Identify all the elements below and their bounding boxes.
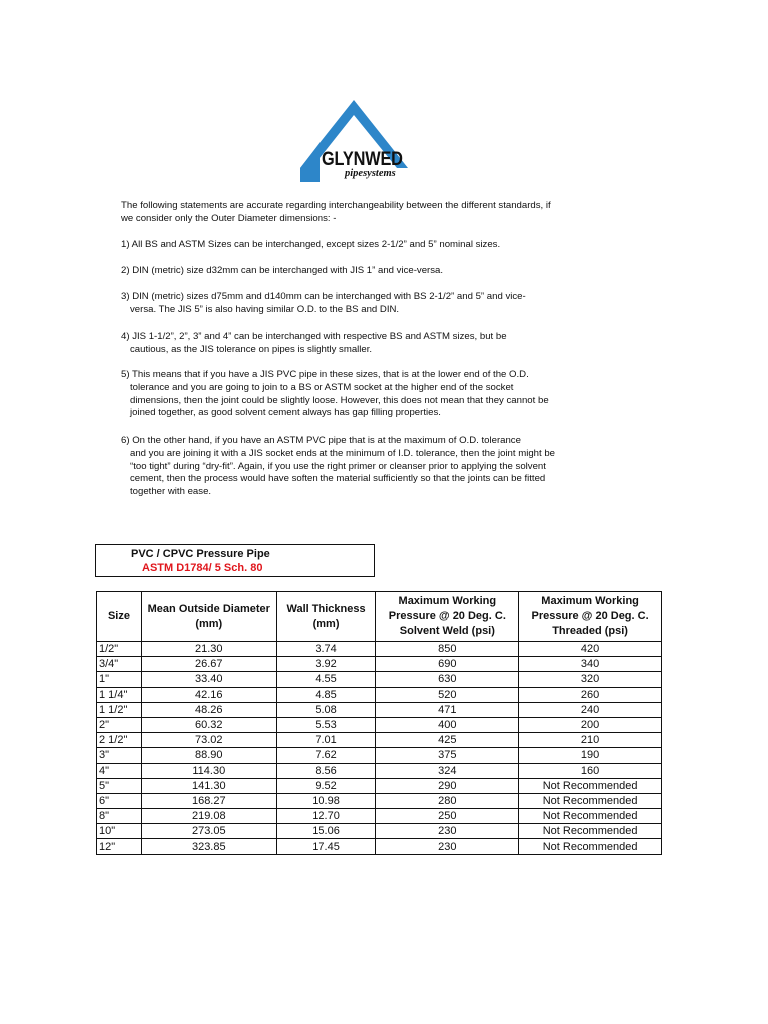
header-size: [97, 592, 142, 642]
cell-threaded-pressure: Not Recommended: [519, 809, 662, 824]
table-row: [97, 733, 662, 748]
cell-wall-thickness: 17.45: [276, 839, 376, 854]
statement-6-rest: and you are joining it with a JIS socket ends at the minimum of I.D. tolerance, then the joint might be “too tight” during “dry-fit”. Again, if you use the right primer or cleanser prior to applying the solvent cement, then the process would have soften the material sufficiently so that the joints can be fitted together with ease.: [130, 447, 556, 498]
cell-threaded-pressure: 260: [519, 687, 662, 702]
cell-solvent-weld-pressure: 400: [376, 717, 519, 732]
cell-threaded-pressure: 210: [519, 733, 662, 748]
cell-solvent-weld-pressure: 324: [376, 763, 519, 778]
header-line: Pressure @ 20 Deg. C.: [388, 610, 506, 622]
cell-size: 6": [97, 793, 142, 808]
cell-threaded-pressure: 190: [519, 748, 662, 763]
cell-mean-outside-diameter: 60.32: [141, 717, 276, 732]
table-row: [97, 717, 662, 732]
header-line: Size: [107, 610, 130, 622]
brand-name: GLYNWED: [322, 149, 403, 170]
cell-size: 3": [97, 748, 142, 763]
cell-wall-thickness: 7.01: [276, 733, 376, 748]
cell-threaded-pressure: Not Recommended: [519, 778, 662, 793]
cell-size: 1 1/2": [97, 702, 142, 717]
statement-6-first-line: 6) On the other hand, if you have an ASTM PVC pipe that is at the maximum of O.D. tolerance: [121, 435, 521, 446]
cell-mean-outside-diameter: 48.26: [141, 702, 276, 717]
header-line: Mean Outside Diameter: [147, 602, 270, 615]
statement-5: [121, 369, 561, 420]
cell-solvent-weld-pressure: 630: [376, 672, 519, 687]
cell-wall-thickness: 9.52: [276, 778, 376, 793]
cell-size: 3/4": [97, 657, 142, 672]
header-line: Threaded (psi): [552, 625, 628, 637]
table-row: [97, 778, 662, 793]
cell-threaded-pressure: 160: [519, 763, 662, 778]
table-caption-subtitle: ASTM D1784/ 5 Sch. 80: [142, 562, 263, 574]
cell-threaded-pressure: 340: [519, 657, 662, 672]
cell-solvent-weld-pressure: 425: [376, 733, 519, 748]
cell-solvent-weld-pressure: 230: [376, 824, 519, 839]
table-row: [97, 687, 662, 702]
pipe-spec-table: [96, 591, 662, 855]
cell-threaded-pressure: 320: [519, 672, 662, 687]
statement-3-rest: versa. The JIS 5” is also having similar O.D. to the BS and DIN.: [130, 303, 400, 315]
statement-5-rest: tolerance and you are going to join to a BS or ASTM socket at the higher end of the socket dimensions, then the joint could be slightly loose. However, this does not mean that they cannot be joined together, as good solvent cement always has gap filling properties.: [130, 381, 549, 419]
cell-size: 2": [97, 717, 142, 732]
cell-solvent-weld-pressure: 375: [376, 748, 519, 763]
table-header: [97, 592, 662, 642]
cell-size: 1": [97, 672, 142, 687]
cell-wall-thickness: 3.92: [276, 657, 376, 672]
cell-solvent-weld-pressure: 280: [376, 793, 519, 808]
header-line: (mm): [312, 617, 340, 630]
cell-solvent-weld-pressure: 230: [376, 839, 519, 854]
header-threaded-pressure: [519, 592, 662, 642]
statement-1-text: 1) All BS and ASTM Sizes can be interchanged, except sizes 2-1/2” and 5” nominal sizes.: [121, 239, 501, 250]
statement-2-text: 2) DIN (metric) size d32mm can be interchanged with JIS 1” and vice-versa.: [121, 265, 444, 276]
cell-size: 1 1/4": [97, 687, 142, 702]
cell-mean-outside-diameter: 273.05: [141, 824, 276, 839]
cell-size: 1/2": [97, 642, 142, 657]
cell-threaded-pressure: Not Recommended: [519, 824, 662, 839]
statement-2: [121, 265, 561, 278]
brand-tagline: pipesystems: [345, 168, 396, 179]
statement-3: [121, 291, 561, 317]
cell-mean-outside-diameter: 26.67: [141, 657, 276, 672]
cell-mean-outside-diameter: 168.27: [141, 793, 276, 808]
header-mean-outside-diameter: [141, 592, 276, 642]
table-row: [97, 748, 662, 763]
cell-wall-thickness: 15.06: [276, 824, 376, 839]
header-line: Maximum Working: [541, 595, 639, 607]
header-line: Maximum Working: [398, 595, 497, 607]
statement-3-first-line: 3) DIN (metric) sizes d75mm and d140mm can be interchanged with BS 2-1/2” and 5” and vice-: [121, 291, 526, 302]
cell-threaded-pressure: 200: [519, 717, 662, 732]
table-body: [97, 642, 662, 855]
cell-threaded-pressure: Not Recommended: [519, 793, 662, 808]
table-caption-title: PVC / CPVC Pressure Pipe: [131, 548, 270, 560]
header-line: (mm): [195, 617, 223, 630]
cell-size: 4": [97, 763, 142, 778]
cell-size: 2 1/2": [97, 733, 142, 748]
table-row: [97, 793, 662, 808]
intro-paragraph: The following statements are accurate regarding interchangeability between the different standards, if we consider only the Outer Diameter dimensions: -: [121, 200, 551, 224]
table-row: [97, 702, 662, 717]
cell-mean-outside-diameter: 219.08: [141, 809, 276, 824]
cell-solvent-weld-pressure: 850: [376, 642, 519, 657]
table-row: [97, 824, 662, 839]
cell-mean-outside-diameter: 114.30: [141, 763, 276, 778]
statement-4-rest: cautious, as the JIS tolerance on pipes is slightly smaller.: [130, 343, 373, 355]
table-row: [97, 672, 662, 687]
cell-wall-thickness: 7.62: [276, 748, 376, 763]
header-line: Solvent Weld (psi): [399, 625, 495, 637]
cell-solvent-weld-pressure: 690: [376, 657, 519, 672]
statement-6: [121, 435, 561, 499]
cell-solvent-weld-pressure: 471: [376, 702, 519, 717]
cell-mean-outside-diameter: 21.30: [141, 642, 276, 657]
cell-size: 8": [97, 809, 142, 824]
cell-size: 5": [97, 778, 142, 793]
cell-wall-thickness: 8.56: [276, 763, 376, 778]
header-line: Wall Thickness: [286, 602, 366, 615]
cell-wall-thickness: 4.85: [276, 687, 376, 702]
table-header-row: [97, 592, 662, 642]
table-row: [97, 839, 662, 854]
cell-threaded-pressure: 420: [519, 642, 662, 657]
statement-5-first-line: 5) This means that if you have a JIS PVC pipe in these sizes, that is at the lower end of the O.D.: [121, 369, 529, 380]
statement-1: [121, 239, 561, 252]
cell-threaded-pressure: 240: [519, 702, 662, 717]
header-line: Pressure @ 20 Deg. C.: [531, 610, 649, 622]
cell-mean-outside-diameter: 88.90: [141, 748, 276, 763]
statement-4: [121, 331, 561, 357]
cell-solvent-weld-pressure: 250: [376, 809, 519, 824]
cell-threaded-pressure: Not Recommended: [519, 839, 662, 854]
table-row: [97, 657, 662, 672]
table-row: [97, 809, 662, 824]
table-caption-box: [95, 544, 375, 577]
cell-size: 12": [97, 839, 142, 854]
cell-wall-thickness: 5.53: [276, 717, 376, 732]
cell-mean-outside-diameter: 73.02: [141, 733, 276, 748]
cell-mean-outside-diameter: 33.40: [141, 672, 276, 687]
cell-wall-thickness: 4.55: [276, 672, 376, 687]
cell-wall-thickness: 3.74: [276, 642, 376, 657]
cell-mean-outside-diameter: 141.30: [141, 778, 276, 793]
table-row: [97, 642, 662, 657]
header-solvent-weld-pressure: [376, 592, 519, 642]
statement-4-first-line: 4) JIS 1-1/2”, 2”, 3” and 4” can be interchanged with respective BS and ASTM sizes, but be: [121, 331, 507, 342]
cell-wall-thickness: 10.98: [276, 793, 376, 808]
cell-solvent-weld-pressure: 520: [376, 687, 519, 702]
header-wall-thickness: [276, 592, 376, 642]
cell-wall-thickness: 5.08: [276, 702, 376, 717]
cell-solvent-weld-pressure: 290: [376, 778, 519, 793]
cell-mean-outside-diameter: 323.85: [141, 839, 276, 854]
cell-wall-thickness: 12.70: [276, 809, 376, 824]
table-row: [97, 763, 662, 778]
cell-size: 10": [97, 824, 142, 839]
cell-mean-outside-diameter: 42.16: [141, 687, 276, 702]
